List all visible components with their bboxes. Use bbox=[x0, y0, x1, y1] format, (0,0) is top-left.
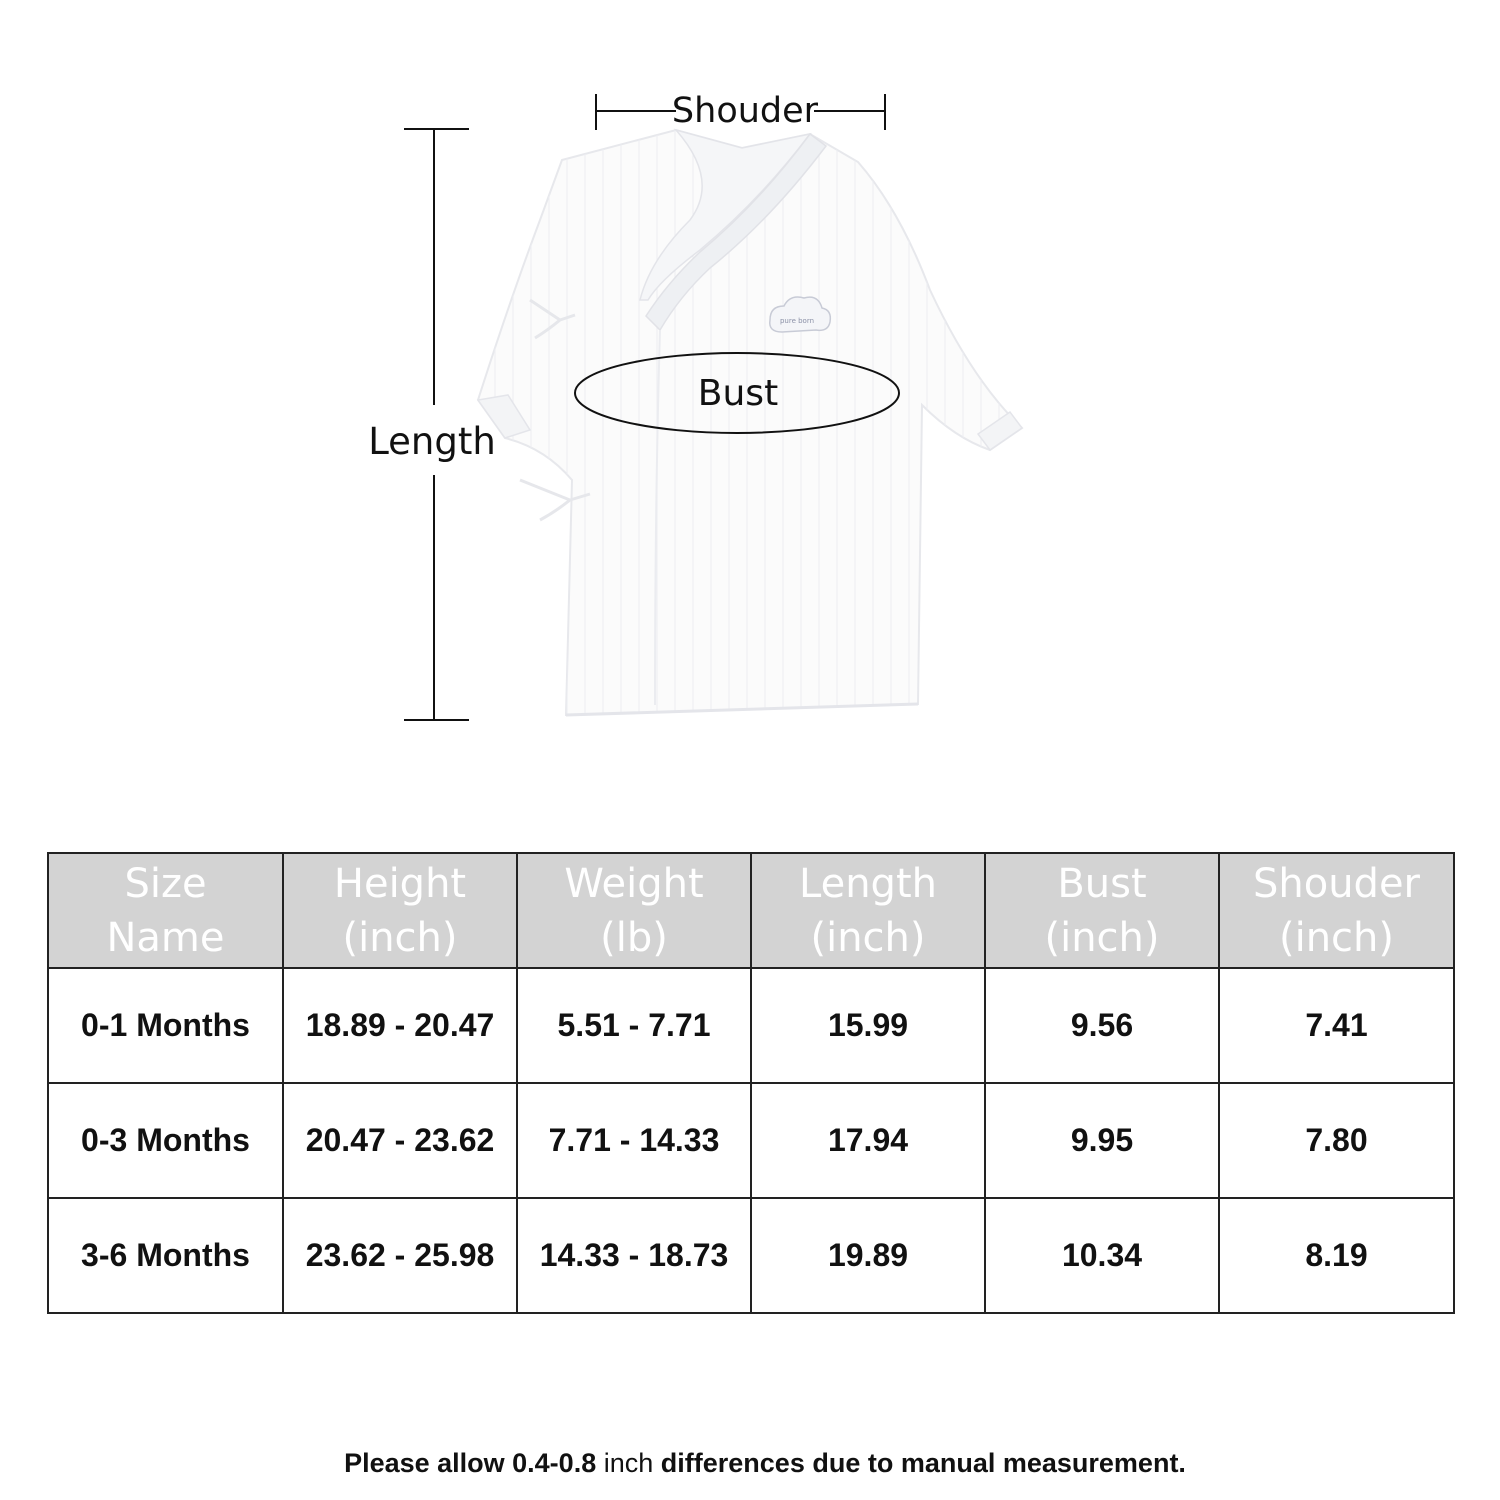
header-unit: (inch) bbox=[342, 914, 458, 961]
header-label: Length bbox=[799, 860, 937, 907]
cell-size-name: 0-3 Months bbox=[48, 1083, 283, 1198]
baby-kimono-image bbox=[478, 130, 1022, 715]
header-label: Size bbox=[124, 860, 207, 907]
cell-shoulder: 7.41 bbox=[1219, 968, 1454, 1083]
cell-shoulder: 7.80 bbox=[1219, 1083, 1454, 1198]
cell-bust: 9.56 bbox=[985, 968, 1219, 1083]
cell-bust: 9.95 bbox=[985, 1083, 1219, 1198]
size-chart-table bbox=[47, 852, 1455, 1314]
shoulder-measurement bbox=[596, 91, 885, 131]
cell-height: 23.62 - 25.98 bbox=[283, 1198, 517, 1313]
header-length bbox=[751, 853, 985, 968]
cell-size-name: 0-1 Months bbox=[48, 968, 283, 1083]
header-label: Height bbox=[333, 860, 467, 907]
cell-size-name: 3-6 Months bbox=[48, 1198, 283, 1313]
cell-weight: 7.71 - 14.33 bbox=[517, 1083, 751, 1198]
cell-weight: 14.33 - 18.73 bbox=[517, 1198, 751, 1313]
cell-weight: 5.51 - 7.71 bbox=[517, 968, 751, 1083]
disclaimer-part2: differences due to manual measurement. bbox=[660, 1448, 1186, 1478]
table-row bbox=[48, 1198, 1454, 1313]
header-weight bbox=[517, 853, 751, 968]
header-label: Shouder bbox=[1252, 860, 1420, 907]
header-size-name bbox=[48, 853, 283, 968]
header-unit: (lb) bbox=[600, 914, 668, 961]
header-height bbox=[283, 853, 517, 968]
cell-length: 17.94 bbox=[751, 1083, 985, 1198]
cell-shoulder: 8.19 bbox=[1219, 1198, 1454, 1313]
cell-height: 18.89 - 20.47 bbox=[283, 968, 517, 1083]
cell-length: 15.99 bbox=[751, 968, 985, 1083]
header-shoulder bbox=[1219, 853, 1454, 968]
header-unit: (inch) bbox=[1044, 914, 1160, 961]
header-unit: (inch) bbox=[1278, 914, 1395, 961]
header-label: Weight bbox=[564, 860, 704, 907]
table-header-row bbox=[48, 853, 1454, 968]
header-unit: Name bbox=[106, 914, 225, 961]
length-label: Length bbox=[368, 420, 496, 463]
length-measurement bbox=[368, 129, 496, 720]
table-row bbox=[48, 1083, 1454, 1198]
svg-text:pure born: pure born bbox=[779, 317, 815, 325]
measurement-disclaimer bbox=[0, 1448, 1500, 1479]
disclaimer-unit: inch bbox=[603, 1448, 654, 1478]
shoulder-label: Shouder bbox=[671, 91, 819, 131]
table-row bbox=[48, 968, 1454, 1083]
cell-height: 20.47 - 23.62 bbox=[283, 1083, 517, 1198]
header-bust bbox=[985, 853, 1219, 968]
cell-bust: 10.34 bbox=[985, 1198, 1219, 1313]
bust-label: Bust bbox=[697, 373, 779, 414]
disclaimer-part1: Please allow 0.4-0.8 bbox=[344, 1448, 597, 1478]
header-unit: (inch) bbox=[810, 914, 926, 961]
cell-length: 19.89 bbox=[751, 1198, 985, 1313]
header-label: Bust bbox=[1057, 860, 1147, 907]
